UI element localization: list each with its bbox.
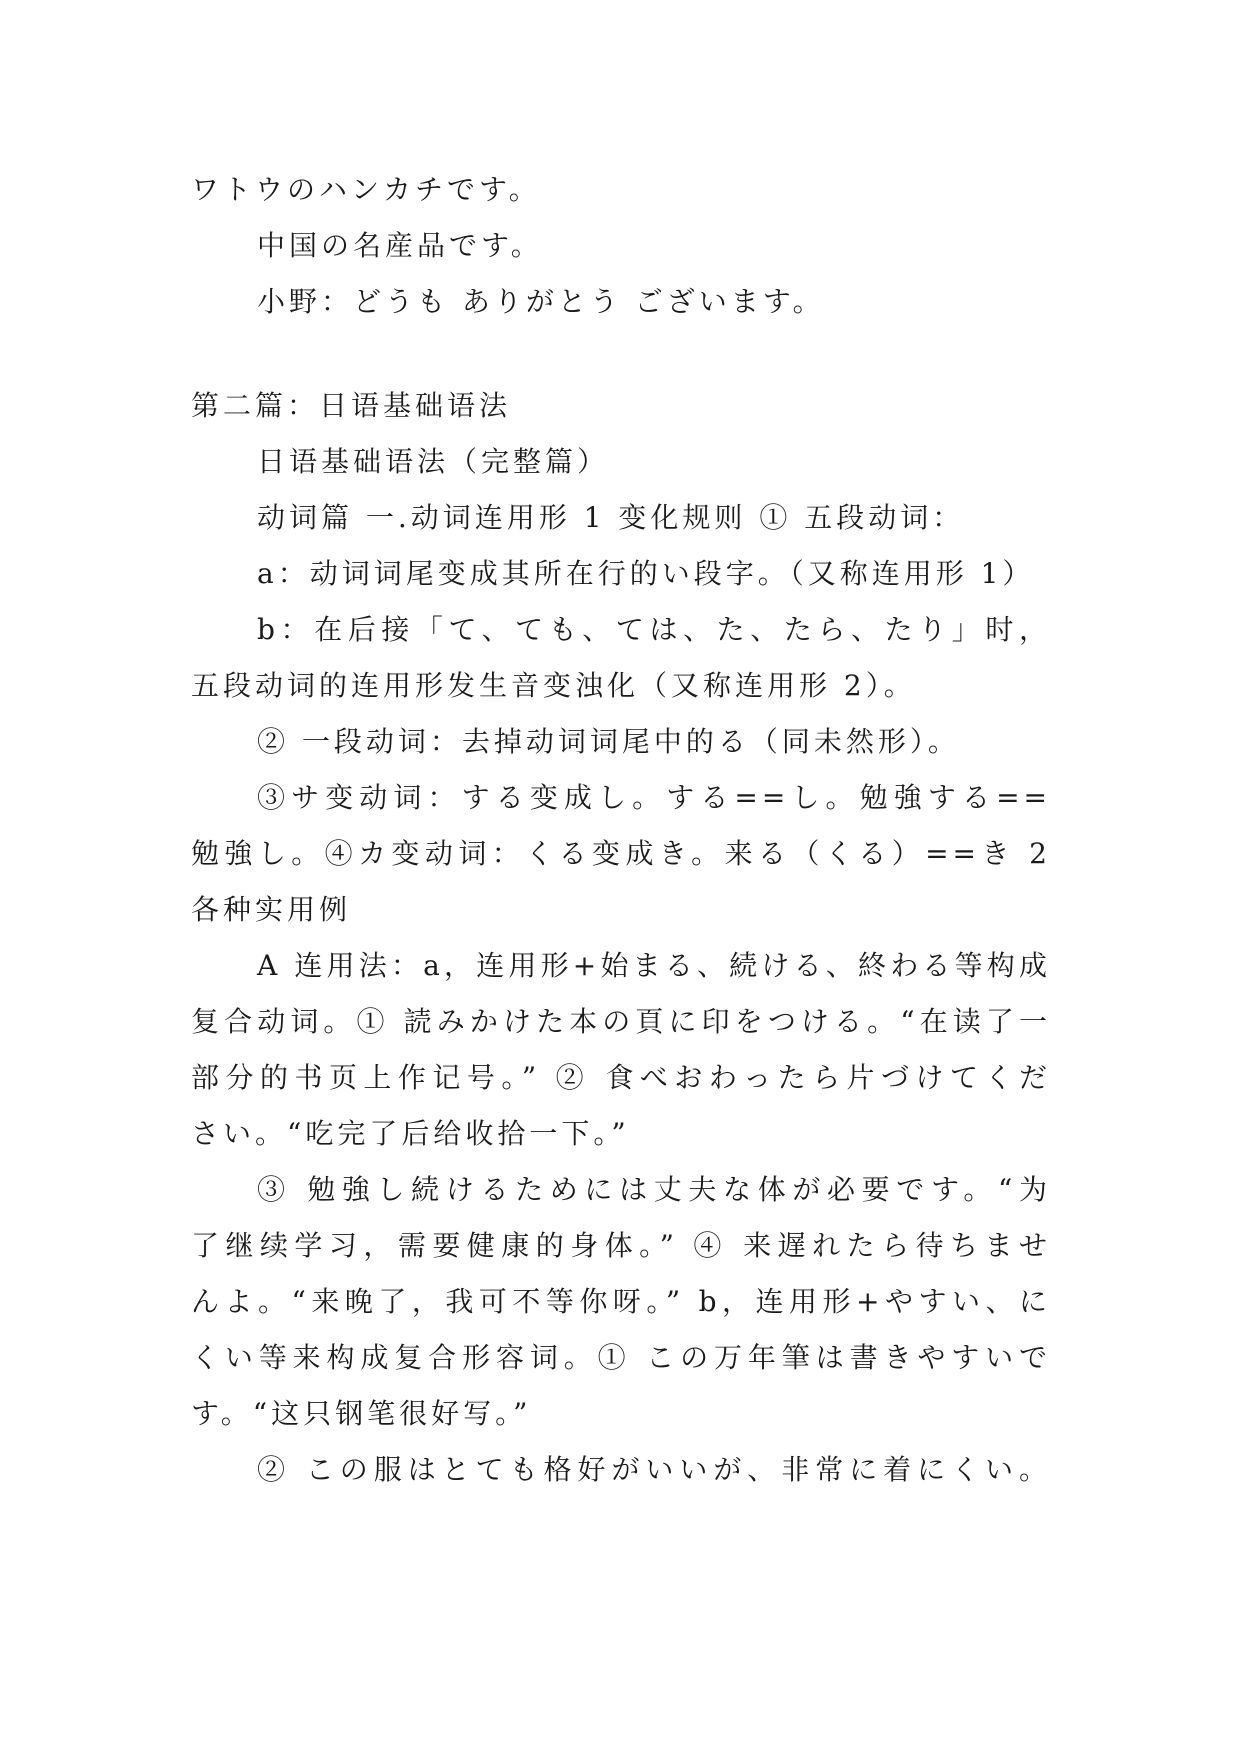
text-line: んよ。“来晚了，我可不等你呀。” b，连用形+やすい、に [191,1285,1051,1318]
document-body [191,162,1051,1498]
text-line: 小野：どうも ありがとう ございます。 [257,285,825,318]
text-line: b：在后接「て、ても、ては、た、たら、たり」时， [257,613,1051,646]
text-line: さい。“吃完了后给收拾一下。” [191,1117,630,1150]
text-line: A 连用法：a，连用形+始まる、続ける、終わる等构成 [257,949,1051,982]
text-line: a：动词词尾变成其所在行的い段字。（又称连用形 1） [257,557,1035,590]
text-line: 了继续学习，需要健康的身体。” ④ 来遅れたら待ちませ [191,1229,1051,1262]
text-line: 复合动词。① 読みかけた本の頁に印をつける。“在读了一 [191,1005,1051,1038]
text-line: 勉強し。④カ变动词：くる变成き。来る（くる）==き 2 [191,837,1051,870]
text-line: ② 一段动词：去掉动词词尾中的る（同未然形）。 [257,725,960,758]
text-line: 五段动词的连用形发生音变浊化（又称连用形 2）。 [191,669,916,702]
section-heading: 第二篇：日语基础语法 [191,389,512,422]
text-line: す。“这只钢笔很好写。” [191,1397,532,1430]
text-line: ③サ变动词：する变成し。する==し。勉強する== [257,781,1051,814]
text-line: ② この服はとても格好がいいが、非常に着にくい。 [257,1453,1051,1486]
text-line: 中国の名産品です。 [257,229,543,262]
text-line: 各种实用例 [191,893,352,926]
text-line: ③ 勉強し続けるためには丈夫な体が必要です。“为 [257,1173,1051,1206]
text-line: くい等来构成复合形容词。① この万年筆は書きやすいで [191,1341,1051,1374]
text-line: 部分的书页上作记号。” ② 食べおわったら片づけてくだ [191,1061,1051,1094]
text-line: ワトウのハンカチです。 [191,173,541,206]
section-subtitle: 日语基础语法（完整篇） [257,445,610,478]
paragraph-gap [191,330,1051,378]
text-line: 动词篇 一.动词连用形 1 变化规则 ① 五段动词： [257,501,965,534]
